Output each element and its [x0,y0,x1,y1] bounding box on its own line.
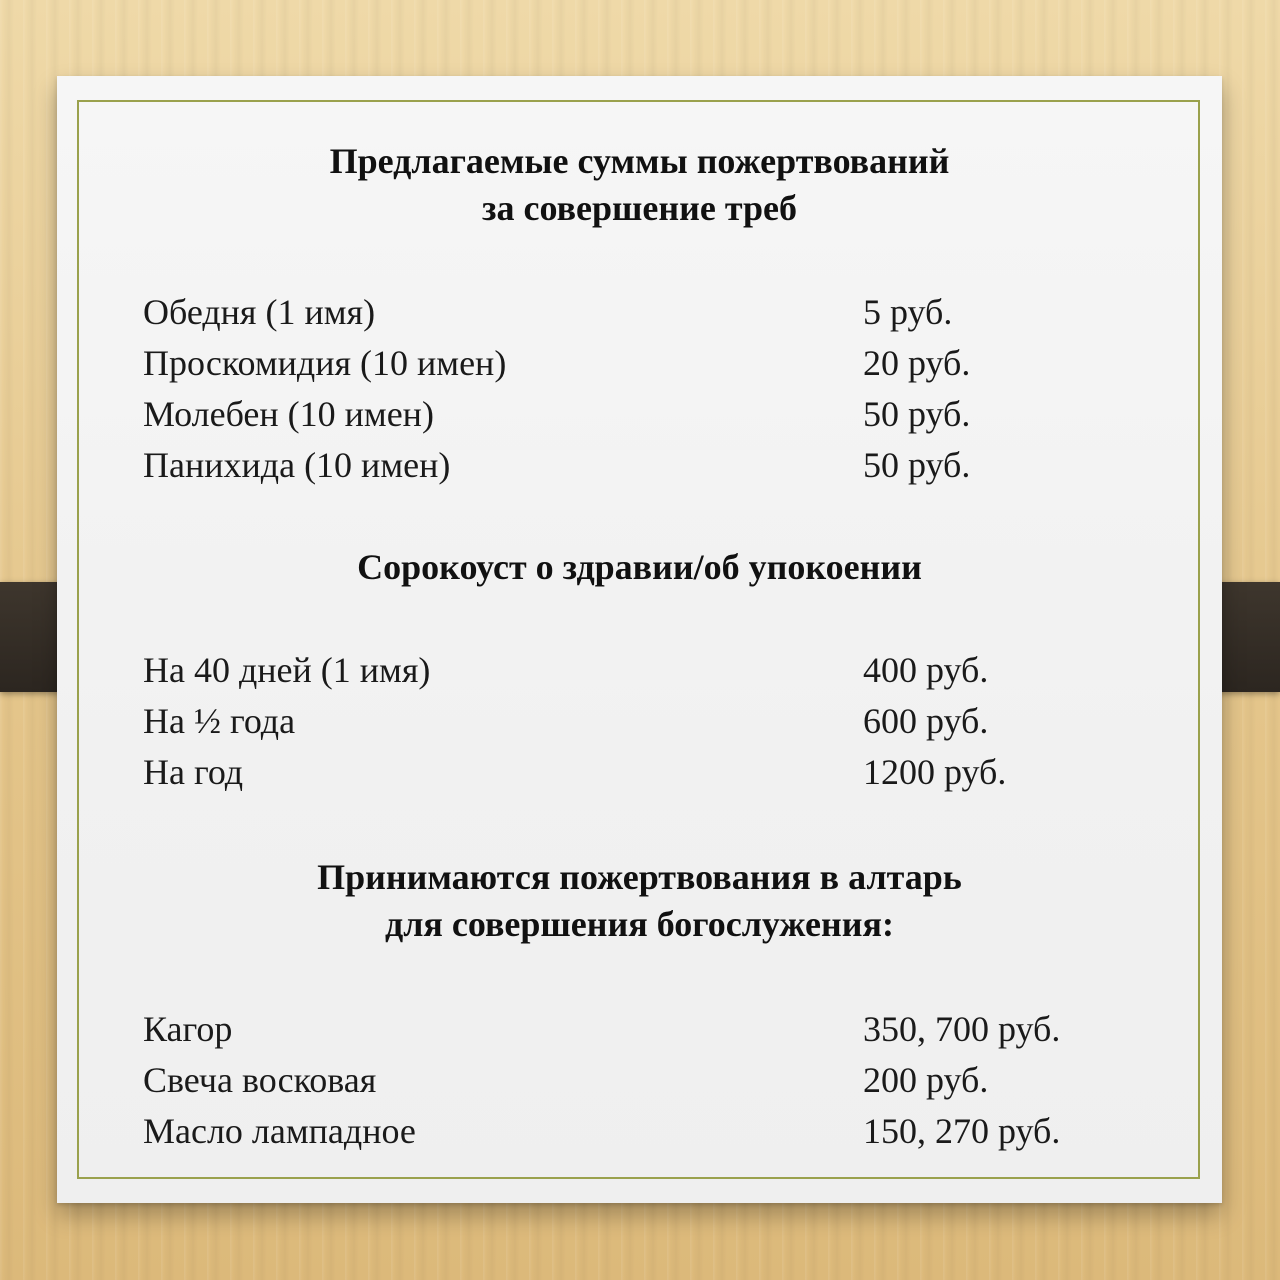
section-title-line: за совершение треб [482,188,797,228]
item-price: 150, 270 руб. [863,1111,1061,1151]
item-price: 5 руб. [863,292,953,332]
item-label: Молебен (10 имен) [143,394,434,434]
item-price: 200 руб. [863,1060,989,1100]
price-row [143,286,1143,338]
price-row [143,1105,1143,1157]
price-row [143,388,1143,440]
item-label: Кагор [143,1009,233,1049]
item-label: Масло лампадное [143,1111,416,1151]
price-row [143,439,1143,491]
item-label: Свеча восковая [143,1060,377,1100]
price-row [143,1003,1143,1055]
price-list-sheet [57,76,1222,1203]
section-title-line: для совершения богослужения: [385,904,894,944]
price-row [143,746,1143,798]
item-price: 600 руб. [863,701,989,741]
item-label: Панихида (10 имен) [143,445,451,485]
section-title-treby [57,138,1222,232]
item-label: На ½ года [143,701,296,741]
item-label: Проскомидия (10 имен) [143,343,507,383]
price-row [143,1054,1143,1106]
section-title-line: Предлагаемые суммы пожертвований [329,141,950,181]
item-label: На год [143,752,244,792]
section-title-sorokoust [57,544,1222,591]
price-row [143,337,1143,389]
item-price: 20 руб. [863,343,971,383]
section-title-line: Принимаются пожертвования в алтарь [317,857,962,897]
item-price: 50 руб. [863,445,971,485]
price-row [143,695,1143,747]
item-label: Обедня (1 имя) [143,292,376,332]
item-price: 1200 руб. [863,752,1007,792]
item-price: 50 руб. [863,394,971,434]
price-row [143,644,1143,696]
section-title-altar [57,854,1222,948]
section-title-line: Сорокоуст о здравии/об упокоении [357,547,922,587]
item-price: 400 руб. [863,650,989,690]
item-label: На 40 дней (1 имя) [143,650,431,690]
item-price: 350, 700 руб. [863,1009,1061,1049]
